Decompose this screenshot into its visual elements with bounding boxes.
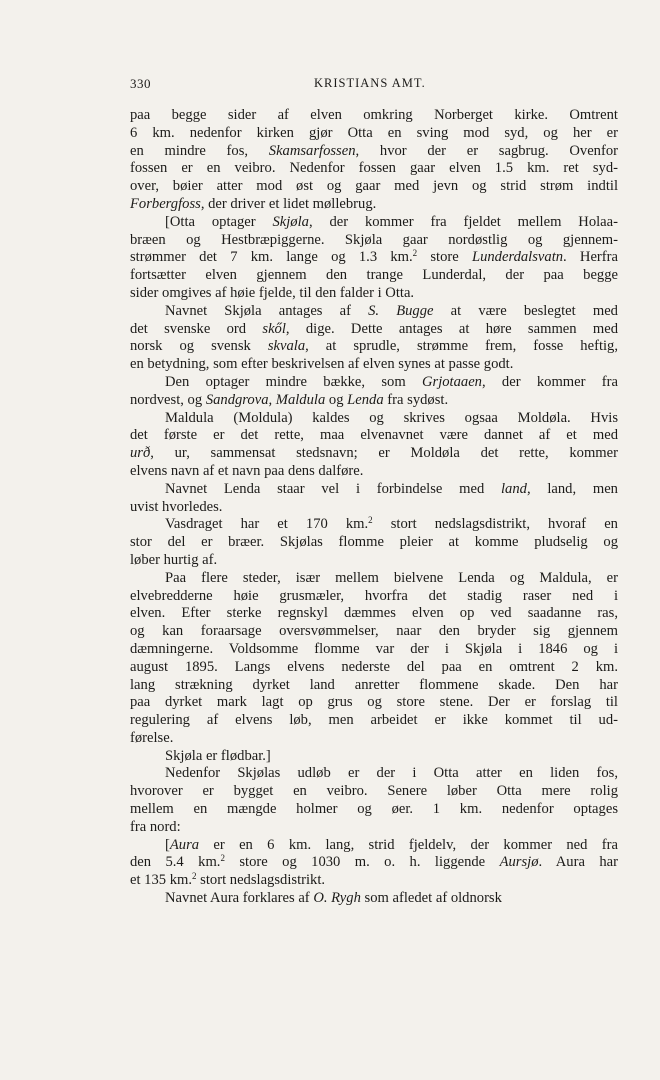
superscript: 2 [368, 515, 373, 526]
text-segment: paa begge sider af elven omkring Norberget kirke. Omtrent [130, 107, 618, 123]
text-segment: en betydning, som efter beskrivelsen af elven synes at passe godt. [130, 356, 514, 373]
text-line [130, 854, 618, 872]
text-line [130, 267, 618, 285]
text-segment: Navnet Aura forklares af [165, 890, 314, 907]
text-line [130, 641, 618, 659]
text-line [130, 837, 618, 855]
italic-text: Sandgrova, Maldula [205, 391, 326, 408]
body-text [130, 107, 618, 908]
text-segment: hvorover er bygget en veibro. Senere løber Otta mere rolig [130, 783, 618, 800]
text-segment: [ [165, 836, 170, 853]
text-line [130, 196, 618, 214]
text-segment: som afledet af oldnorsk [360, 890, 502, 907]
italic-text: Forbergfoss [130, 195, 201, 212]
text-segment: løber hurtig af. [130, 551, 218, 568]
text-line [130, 748, 618, 766]
text-line [130, 160, 618, 178]
text-line [130, 783, 618, 801]
text-line [130, 552, 618, 570]
italic-text: Aursjø [499, 854, 539, 871]
text-segment: Maldula (Moldula) kaldes og skrives ogsaa Moldøla. Hvis [165, 409, 618, 426]
italic-text: Lenda [347, 391, 384, 408]
text-segment: strømmer det 7 km. lange og 1.3 km. [130, 249, 413, 266]
text-line [130, 677, 618, 695]
text-segment: stor del er bræer. Skjølas flomme pleier at komme pludselig og [130, 534, 618, 551]
text-segment: over, bøier atter mod øst og gaar med jevn og strid strøm indtil [130, 178, 618, 195]
text-line [130, 499, 618, 517]
text-segment: stort nedslagsdistrikt. [196, 872, 326, 889]
text-line [130, 819, 618, 837]
text-segment: , land, men [526, 480, 618, 497]
italic-text: S. Bugge [368, 302, 434, 319]
text-segment: uvist hvorledes. [130, 498, 223, 515]
text-segment: det første er det rette, maa elvenavnet være dannet af et med [130, 427, 618, 444]
text-segment: Navnet Lenda staar vel i forbindelse med [165, 480, 501, 497]
text-segment: stort nedslagsdistrikt, hvoraf en [372, 516, 618, 533]
text-segment: store [417, 249, 472, 266]
text-segment: paa dyrket mark lagt op grus og store stene. Der er forslag til [130, 694, 618, 711]
text-segment: en mindre fos, [130, 142, 269, 159]
text-segment: Den optager mindre bække, som [165, 373, 422, 390]
text-segment: fossen er en veibro. Nedenfor fossen gaar elven 1.5 km. ret syd- [130, 160, 618, 177]
text-line [130, 392, 618, 410]
text-line [130, 534, 618, 552]
superscript: 2 [220, 853, 225, 864]
text-line [130, 249, 618, 267]
text-segment: Paa flere steder, især mellem bielvene Lenda og Maldula, er [165, 569, 618, 586]
text-line [130, 410, 618, 428]
text-segment: dæmningerne. Voldsomme flomme var der i Skjøla i 1846 og i [130, 640, 618, 657]
text-line [130, 427, 618, 445]
text-line [130, 570, 618, 588]
text-line [130, 356, 618, 374]
text-line [130, 374, 618, 392]
text-segment: Navnet Skjøla antages af [165, 302, 369, 319]
text-segment: fra nord: [130, 818, 181, 835]
text-segment: elven. Efter sterke regnskyl dæmmes elven op ved saadanne ras, [130, 605, 618, 622]
italic-text: Lunderdalsvatn [471, 249, 564, 266]
text-segment: elvebredderne høie grusmæler, hvorfra det stadig raser ned i [130, 587, 618, 604]
text-line [130, 214, 618, 232]
text-line [130, 730, 618, 748]
running-head: KRISTIANS AMT. [314, 76, 426, 90]
text-line [130, 516, 618, 534]
text-segment: elvens navn af et navn paa dens dalføre. [130, 462, 364, 479]
text-segment: et 135 km. [130, 872, 193, 889]
text-line [130, 694, 618, 712]
text-segment: norsk og svensk [130, 338, 268, 355]
italic-text: Skjøla [272, 213, 309, 230]
text-line [130, 445, 618, 463]
text-segment: , at sprudle, strømme frem, fosse heftig, [305, 338, 618, 355]
text-line [130, 232, 618, 250]
text-segment: fra sydøst. [383, 391, 449, 408]
text-line [130, 303, 618, 321]
italic-text: skvala [267, 338, 306, 355]
text-line [130, 890, 618, 908]
italic-text: Aura [169, 836, 200, 853]
text-segment: , der kommer fra [481, 373, 618, 390]
text-segment: mellem en mængde holmer og øer. 1 km. nedenfor optages [130, 801, 618, 818]
text-line [130, 623, 618, 641]
italic-text: O. Rygh [313, 890, 361, 907]
text-segment: Skjøla er flødbar.] [165, 747, 271, 764]
superscript: 2 [192, 871, 197, 882]
text-line [130, 338, 618, 356]
text-line [130, 107, 618, 125]
text-line [130, 178, 618, 196]
text-segment: . Herfra [563, 249, 618, 266]
text-segment: , dige. Dette antages at høre sammen med [285, 320, 618, 337]
text-segment: det svenske ord [130, 320, 263, 337]
italic-text: land [501, 480, 527, 497]
italic-text: Skamsarfossen [268, 142, 356, 159]
text-line [130, 285, 618, 303]
text-segment: august 1895. Langs elvens nederste del paa en omtrent 2 km. [130, 658, 618, 675]
text-segment: fortsætter elven gjennem den trange Lunderdal, der paa begge [130, 267, 618, 284]
text-segment: , der kommer fra fjeldet mellem Holaa- [308, 213, 618, 230]
superscript: 2 [412, 248, 418, 259]
text-segment: , der driver et lidet møllebrug. [200, 195, 377, 212]
text-line [130, 765, 618, 783]
text-segment: sider omgives af høie fjelde, til den falder i Otta. [130, 284, 415, 301]
text-segment: 6 km. nedenfor kirken gjør Otta en sving mod syd, og her er [130, 124, 618, 141]
text-segment: Nedenfor Skjølas udløb er der i Otta atter en liden fos, [165, 765, 618, 782]
text-segment: den 5.4 km. [130, 854, 221, 871]
text-line [130, 143, 618, 161]
text-segment: lang strækning dyrket land anretter flommene skade. Den har [130, 676, 618, 693]
text-segment: Vasdraget har et 170 km. [165, 516, 369, 533]
page-header [130, 76, 617, 94]
text-segment: . Aura har [538, 854, 618, 871]
text-segment: [Otta optager [165, 213, 273, 230]
text-segment: og kan foraarsage oversvømmelser, naar den bryder sig gjennem [130, 623, 618, 640]
text-line [130, 125, 618, 143]
text-line [130, 588, 618, 606]
text-segment: nordvest, og [130, 391, 206, 408]
text-line [130, 712, 618, 730]
text-segment: store og 1030 m. o. h. liggende [224, 854, 500, 871]
text-line [130, 605, 618, 623]
text-segment: er en 6 km. lang, strid fjeldelv, der kommer ned fra [199, 836, 618, 853]
text-segment: førelse. [130, 729, 174, 746]
text-line [130, 872, 618, 890]
italic-text: Grjotaaen [421, 373, 482, 390]
italic-text: skől [262, 320, 286, 337]
text-line [130, 481, 618, 499]
text-line [130, 801, 618, 819]
text-segment: , hvor der er sagbrug. Ovenfor [355, 142, 618, 159]
page-number: 330 [130, 76, 151, 91]
text-segment: og [325, 391, 348, 408]
text-segment: regulering af elvens løb, men arbeidet er ikke kommet til ud- [130, 712, 618, 729]
text-line [130, 321, 618, 339]
text-line [130, 463, 618, 481]
italic-text: urð [130, 445, 151, 462]
text-line [130, 659, 618, 677]
text-segment: , ur, sammensat stedsnavn; er Moldøla det rette, kommer [150, 445, 618, 462]
text-segment: at være beslegtet med [433, 302, 618, 319]
text-segment: bræen og Hestbræpiggerne. Skjøla gaar nordøstlig og gjennem- [130, 231, 618, 248]
